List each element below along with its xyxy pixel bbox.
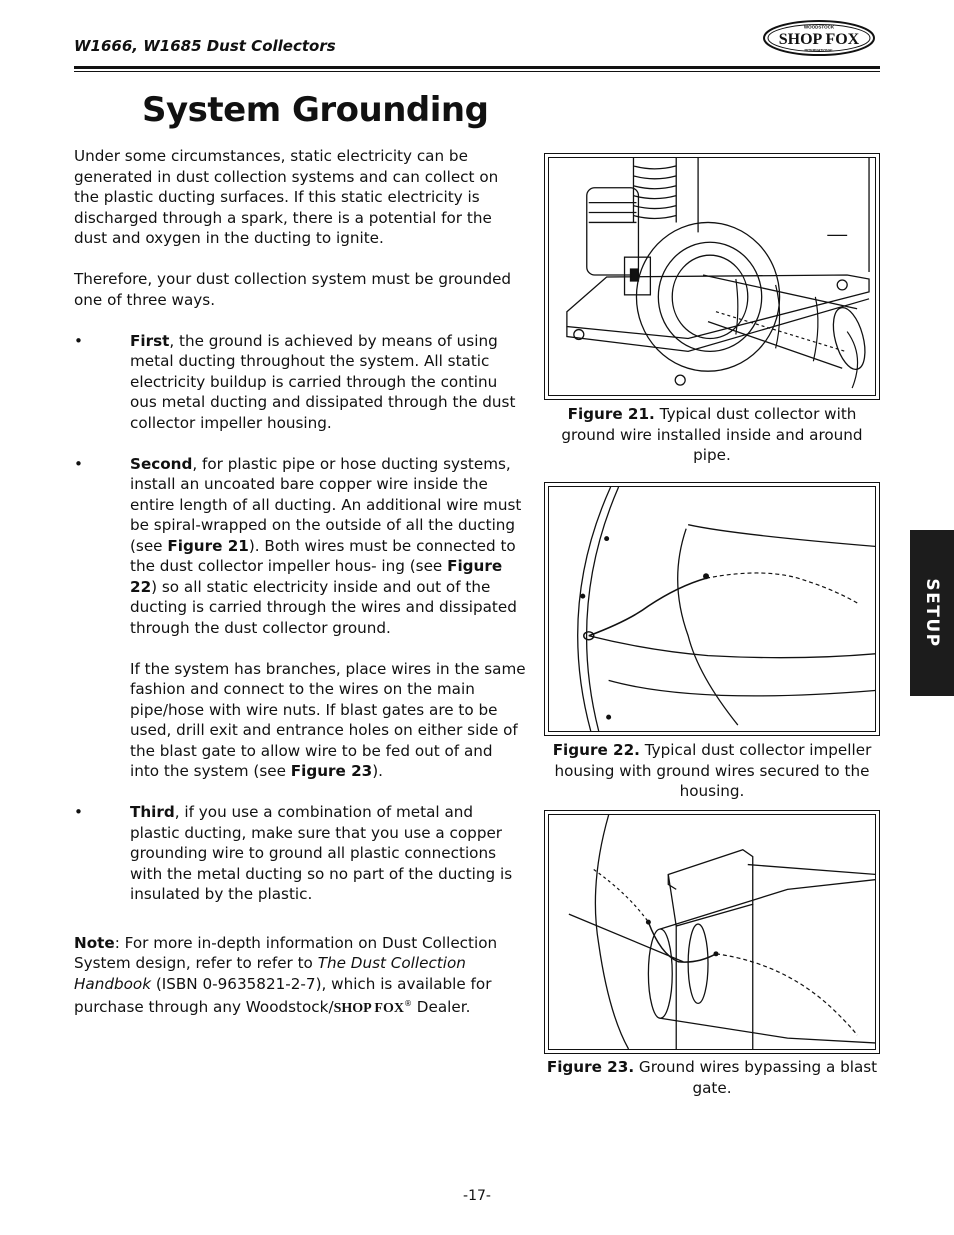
bullet-first-text: First, the ground is achieved by means of using metal ducting throughout the system. All static electricity buildup is carried through the continu ous metal ducting and dissipated through the dust collector impeller housing.	[130, 331, 516, 432]
figure-21-frame	[544, 153, 880, 400]
figure-23-illustration	[549, 815, 875, 1049]
figure-22-illustration	[549, 487, 875, 731]
svg-text:SHOP FOX: SHOP FOX	[778, 31, 860, 48]
header-rule-thin	[74, 71, 880, 72]
bullet-marker: •	[74, 454, 83, 473]
bullet-marker: •	[74, 803, 83, 821]
note-paragraph: Note: For more in-depth information on Dust Collection System design, refer to refer to The Dust Collection Handbook (ISBN 0-9635821-2-7), which is available for purchase through any Woodstock/SHOP FOX® Dealer.	[74, 933, 498, 1017]
bullet-first	[74, 331, 526, 434]
bullet-third	[74, 802, 526, 905]
intro-paragraph: Therefore, your dust collection system must be grounded one of three ways.	[74, 270, 512, 309]
figure-22-frame	[544, 482, 880, 736]
bullet-label: First	[130, 331, 170, 350]
bullet-second	[74, 454, 526, 782]
figure-23-frame	[544, 810, 880, 1054]
figure-label: Figure 22.	[552, 741, 640, 759]
page-number: -17-	[463, 1188, 491, 1204]
figure-label: Figure 21.	[567, 405, 655, 423]
bullet-third-text: Third, if you use a combination of metal and plastic ducting, make sure that you use a copper grounding wire to ground all plastic connections with the metal ducting so no part of the ducting is insulated by the plastic.	[130, 803, 513, 903]
figure-23-caption: Figure 23. Ground wires bypassing a blast gate.	[546, 1058, 878, 1097]
svg-text:WOODSTOCK: WOODSTOCK	[803, 24, 835, 30]
note-label: Note	[74, 933, 115, 952]
shop-fox-logo	[763, 20, 875, 56]
brand-name: SHOP FOX	[333, 1001, 404, 1017]
figure-label: Figure 23.	[546, 1058, 635, 1076]
intro-paragraph: Under some circumstances, static electricity can be generated in dust collection systems and can collect on the plastic ducting surfaces. If this static electricity is discharged through a spark, there is a potential for the dust and oxygen in the ducting to ignite.	[74, 147, 499, 247]
figure-22-caption: Figure 22. Typical dust collector impeller housing with ground wires secured to the housing.	[552, 741, 872, 800]
figure-reference: Figure 22	[130, 557, 503, 596]
header-rule-thick	[74, 66, 880, 69]
figure-21-illustration	[549, 158, 875, 395]
svg-text:INTERNATIONAL: INTERNATIONAL	[804, 48, 834, 53]
figure-reference: Figure 21	[167, 536, 249, 555]
bullet-label: Third	[130, 803, 175, 821]
side-tab-label: SETUP	[922, 578, 942, 648]
section-side-tab	[910, 530, 954, 696]
bullet-label: Second	[130, 454, 193, 473]
figure-reference: Figure 23	[290, 762, 373, 780]
page-title: System Grounding	[142, 90, 489, 130]
bullet-second-branch-text: If the system has branches, place wires in the same fashion and connect to the wires on the main pipe/hose with wire nuts. If blast gates are to be used, drill exit and entrance holes on either side of the blast gate to allow wire to be fed out of and into the system (see Figure 23).	[130, 659, 526, 780]
bullet-marker: •	[74, 331, 83, 350]
figure-21-caption: Figure 21. Typical dust collector with ground wire installed inside and around pipe.	[561, 405, 863, 464]
registered-mark: ®	[403, 999, 412, 1008]
bullet-second-text: Second, for plastic pipe or hose ducting systems, install an uncoated bare copper wire inside the entire length of all ducting. An additional wire must be spiral-wrapped on the outside of all the ducting (see Figure 21). Both wires must be connected to the dust collector impeller hous- ing (see Figure 22) so all static electricity inside and out of the ducting is carried through the wires and dissipated through the dust collector ground.	[130, 454, 522, 637]
body-text-column	[74, 146, 526, 1040]
book-title: The Dust Collection Handbook	[74, 954, 466, 993]
document-header-title: W1666, W1685 Dust Collectors	[74, 37, 336, 55]
